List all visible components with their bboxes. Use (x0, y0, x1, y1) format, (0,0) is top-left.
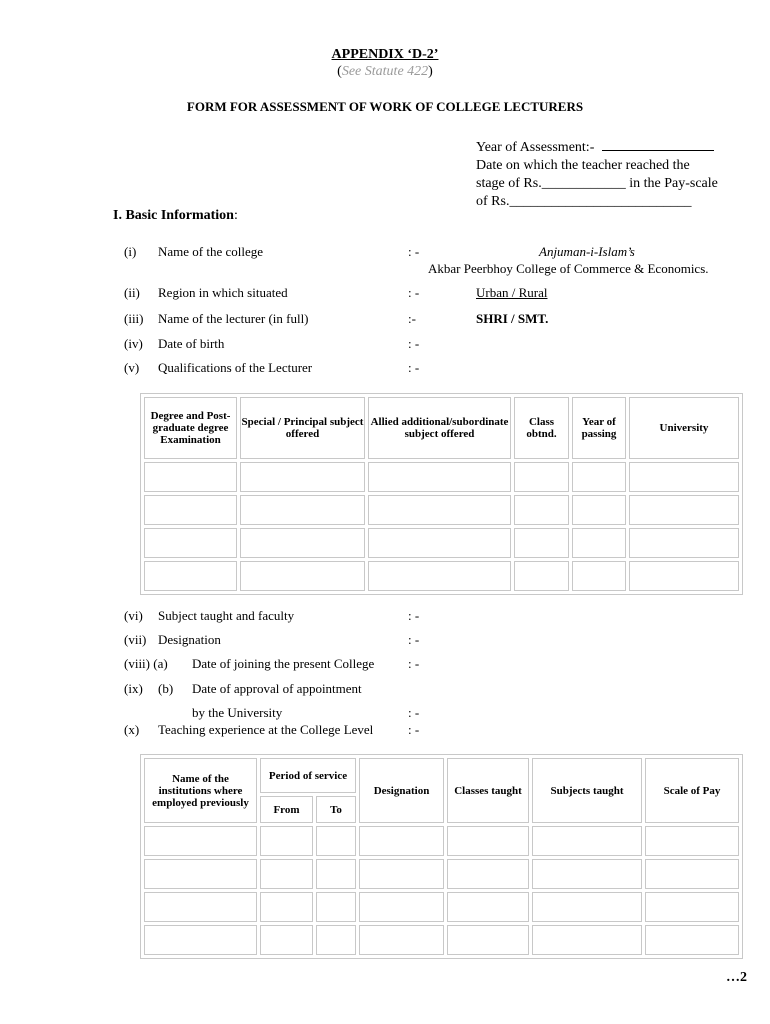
table-cell[interactable] (572, 462, 626, 492)
table-row (144, 495, 739, 525)
table-row (144, 561, 739, 591)
qualifications-table (140, 393, 743, 595)
field-label: Date of birth (158, 336, 225, 351)
col-header: Designation (359, 758, 444, 823)
field-label: Region in which situated (158, 285, 288, 300)
table-cell[interactable] (144, 892, 257, 922)
section-heading: I. Basic Information: (113, 208, 238, 223)
col-header: Subjects taught (532, 758, 642, 823)
table-row (144, 528, 739, 558)
table-cell[interactable] (532, 859, 642, 889)
field-label: Name of the lecturer (in full) (158, 311, 309, 326)
table-cell[interactable] (359, 925, 444, 955)
table-cell[interactable] (514, 561, 569, 591)
table-cell[interactable] (447, 859, 529, 889)
table-cell[interactable] (447, 925, 529, 955)
field-sep: : - (408, 608, 420, 623)
table-header-row (144, 758, 739, 793)
field-num: (viii) (a) (124, 656, 168, 671)
form-title: FORM FOR ASSESSMENT OF WORK OF COLLEGE LECTURERS (186, 99, 584, 114)
table-row (144, 462, 739, 492)
year-label: Year of Assessment:- (476, 140, 595, 155)
table-cell[interactable] (514, 528, 569, 558)
year-blank[interactable] (602, 137, 714, 151)
field-sep: : - (408, 656, 420, 671)
field-sep: : - (408, 705, 420, 720)
assessment-block (476, 137, 766, 211)
table-cell[interactable] (368, 495, 511, 525)
table-cell[interactable] (532, 892, 642, 922)
field-sep: :- (408, 311, 416, 326)
table-cell[interactable] (629, 462, 739, 492)
table-cell[interactable] (144, 826, 257, 856)
field-sep: : - (408, 244, 420, 259)
field-label: Designation (158, 632, 221, 647)
field-num: (iv) (124, 336, 143, 351)
table-cell[interactable] (532, 925, 642, 955)
statute-reference: (See Statute 422) (337, 64, 433, 79)
lecturer-name-value: SHRI / SMT. (476, 311, 549, 326)
table-row (144, 892, 739, 922)
field-sep: : - (408, 336, 420, 351)
table-cell[interactable] (240, 462, 365, 492)
date-line-2: stage of Rs.____________ in the Pay-scale (476, 176, 718, 191)
table-cell[interactable] (240, 495, 365, 525)
col-header: Period of service (260, 758, 356, 793)
table-cell[interactable] (447, 826, 529, 856)
table-cell[interactable] (144, 925, 257, 955)
table-cell[interactable] (368, 462, 511, 492)
table-cell[interactable] (240, 528, 365, 558)
col-header: Degree and Post-graduate degree Examination (144, 397, 237, 459)
col-header: Allied additional/subordinate subject offered (368, 397, 511, 459)
table-cell[interactable] (240, 561, 365, 591)
table-cell[interactable] (260, 892, 313, 922)
table-cell[interactable] (629, 495, 739, 525)
date-line-1: Date on which the teacher reached the (476, 158, 690, 173)
col-header: Name of the institutions where employed previously (144, 758, 257, 823)
col-header: University (629, 397, 739, 459)
col-header: Scale of Pay (645, 758, 739, 823)
table-cell[interactable] (572, 495, 626, 525)
field-num: (vii) (124, 632, 147, 647)
table-cell[interactable] (359, 892, 444, 922)
field-label: Date of approval of appointment (192, 681, 362, 696)
field-sep: : - (408, 285, 420, 300)
table-cell[interactable] (316, 826, 356, 856)
field-num: (i) (124, 244, 137, 259)
table-row (144, 925, 739, 955)
college-name-line1: Anjuman-i-Islam’s (539, 244, 635, 259)
table-cell[interactable] (260, 859, 313, 889)
field-num: (x) (124, 722, 140, 737)
table-cell[interactable] (572, 528, 626, 558)
field-num: (ix) (124, 681, 143, 696)
col-header: Classes taught (447, 758, 529, 823)
field-label: Teaching experience at the College Level (158, 722, 374, 737)
field-label: Subject taught and faculty (158, 608, 295, 623)
table-cell[interactable] (645, 826, 739, 856)
table-cell[interactable] (645, 892, 739, 922)
field-sep: : - (408, 632, 420, 647)
table-cell[interactable] (629, 561, 739, 591)
table-cell[interactable] (144, 561, 237, 591)
appendix-title: APPENDIX ‘D-2’ (331, 47, 439, 62)
field-sep: : - (408, 722, 420, 737)
table-cell[interactable] (359, 826, 444, 856)
table-header-row (144, 397, 739, 459)
table-cell[interactable] (316, 925, 356, 955)
table-cell[interactable] (144, 528, 237, 558)
table-cell[interactable] (144, 462, 237, 492)
field-num: (vi) (124, 608, 143, 623)
field-label: Name of the college (158, 244, 264, 259)
college-name-line2: Akbar Peerbhoy College of Commerce & Economics. (428, 261, 709, 276)
col-subheader: To (316, 796, 356, 823)
field-label: Date of joining the present College (192, 656, 375, 671)
table-cell[interactable] (629, 528, 739, 558)
region-value: Urban / Rural (476, 285, 548, 300)
table-cell[interactable] (514, 495, 569, 525)
table-cell[interactable] (260, 925, 313, 955)
table-row (144, 826, 739, 856)
table-row (144, 859, 739, 889)
table-cell[interactable] (144, 859, 257, 889)
table-cell[interactable] (368, 561, 511, 591)
table-cell[interactable] (316, 892, 356, 922)
table-cell[interactable] (572, 561, 626, 591)
table-cell[interactable] (645, 859, 739, 889)
table-cell[interactable] (368, 528, 511, 558)
field-num: (ii) (124, 285, 140, 300)
field-label-cont: by the University (192, 705, 283, 720)
table-cell[interactable] (447, 892, 529, 922)
field-num: (v) (124, 360, 140, 375)
experience-table (140, 754, 743, 959)
col-header: Class obtnd. (514, 397, 569, 459)
table-cell[interactable] (260, 826, 313, 856)
table-cell[interactable] (532, 826, 642, 856)
table-cell[interactable] (645, 925, 739, 955)
field-num: (iii) (124, 311, 144, 326)
col-header: Special / Principal subject offered (240, 397, 365, 459)
page-continuation: …2 (726, 970, 747, 985)
col-header: Year of passing (572, 397, 626, 459)
field-sub: (b) (158, 681, 174, 696)
table-cell[interactable] (359, 859, 444, 889)
field-sep: : - (408, 360, 420, 375)
col-subheader: From (260, 796, 313, 823)
table-cell[interactable] (144, 495, 237, 525)
date-line-3: of Rs.__________________________ (476, 194, 692, 209)
table-cell[interactable] (514, 462, 569, 492)
table-cell[interactable] (316, 859, 356, 889)
field-label: Qualifications of the Lecturer (158, 360, 313, 375)
